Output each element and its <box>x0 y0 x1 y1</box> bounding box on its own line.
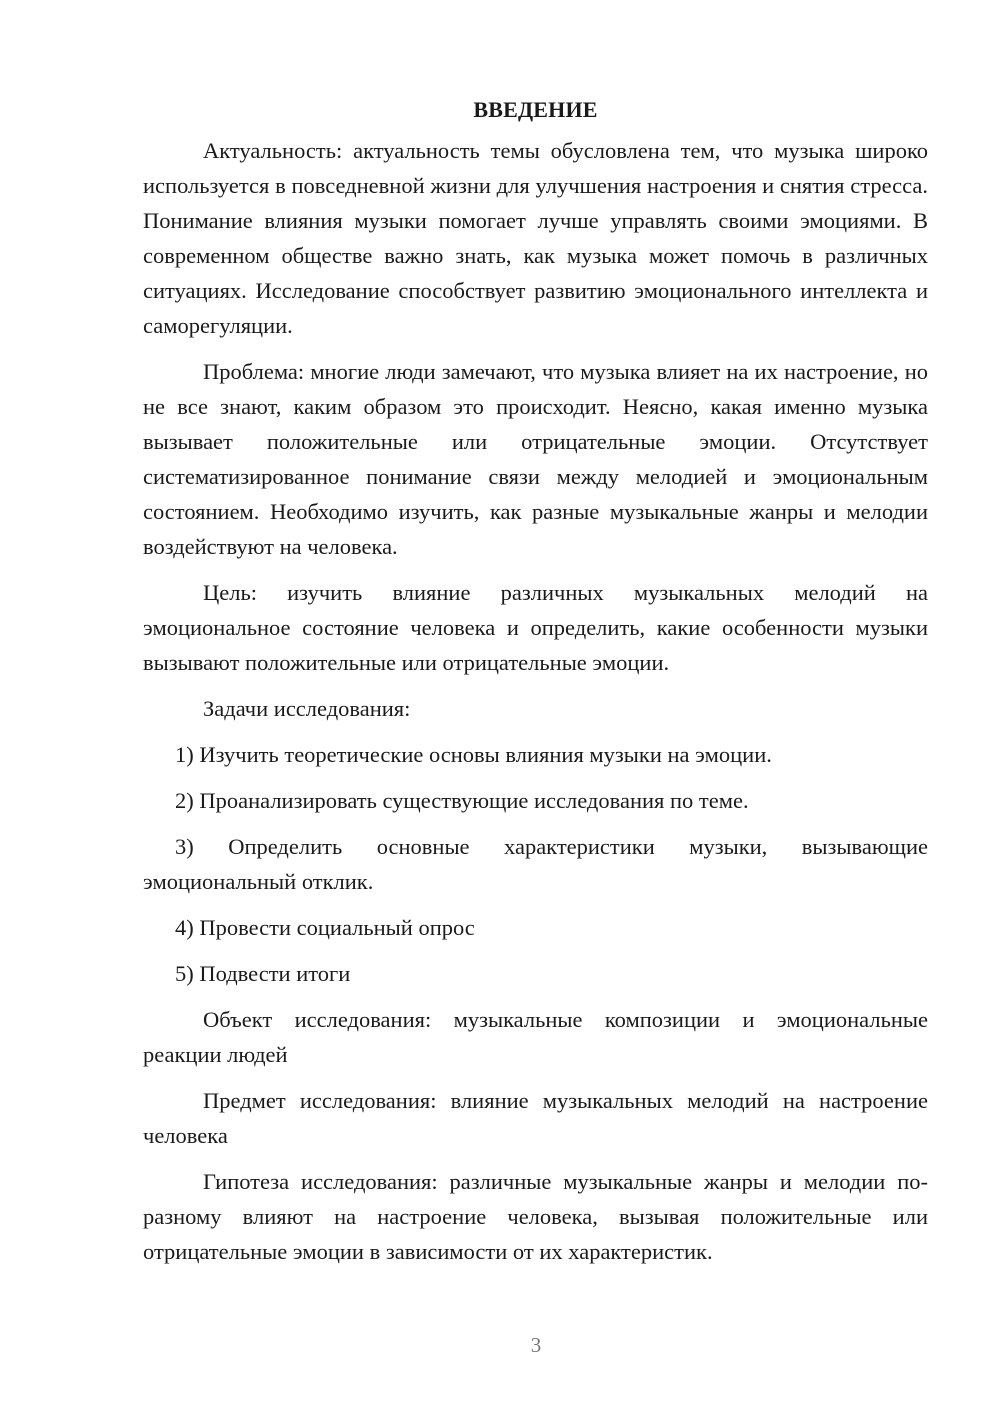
paragraph-object: Объект исследования: музыкальные композиции и эмоциональные реакции людей <box>143 1007 928 1067</box>
tasks-heading: Задачи исследования: <box>203 696 411 721</box>
document-title: ВВЕДЕНИЕ <box>473 97 598 122</box>
page-number: 3 <box>530 1333 542 1357</box>
paragraph-problem: Проблема: многие люди замечают, что музыка влияет на их настроение, но не все знают, каким образом это происходит. Неясно, какая именно музыка вызывает положительные или отрицательные эмоции. Отсутствует систематизированное понимание связи между мелодией и эмоциональным состоянием. Необходимо изучить, как разные музыкальные жанры и мелодии воздействуют на человека. <box>143 359 928 559</box>
paragraph-relevance: Актуальность: актуальность темы обусловлена тем, что музыка широко используется в повседневной жизни для улучшения настроения и снятия стресса. Понимание влияния музыки помогает лучше управлять своими эмоциями. В современном обществе важно знать, как музыка может помочь в различных ситуациях. Исследование способствует развитию эмоционального интеллекта и саморегуляции. <box>143 138 928 338</box>
task-item-4: 4) Провести социальный опрос <box>175 915 475 940</box>
document-body <box>143 92 928 1280</box>
task-item-3: 3) Определить основные характеристики музыки, вызывающие эмоциональный отклик. <box>143 834 928 894</box>
paragraph-goal: Цель: изучить влияние различных музыкальных мелодий на эмоциональное состояние человека и определить, какие особенности музыки вызывают положительные или отрицательные эмоции. <box>143 580 928 675</box>
task-item-2: 2) Проанализировать существующие исследования по теме. <box>175 788 749 813</box>
task-item-1: 1) Изучить теоретические основы влияния музыки на эмоции. <box>175 742 772 767</box>
task-item-5: 5) Подвести итоги <box>175 961 351 986</box>
paragraph-subject: Предмет исследования: влияние музыкальных мелодий на настроение человека <box>143 1088 928 1148</box>
paragraph-hypothesis: Гипотеза исследования: различные музыкальные жанры и мелодии по-разному влияют на настроение человека, вызывая положительные или отрицательные эмоции в зависимости от их характеристик. <box>143 1169 928 1264</box>
